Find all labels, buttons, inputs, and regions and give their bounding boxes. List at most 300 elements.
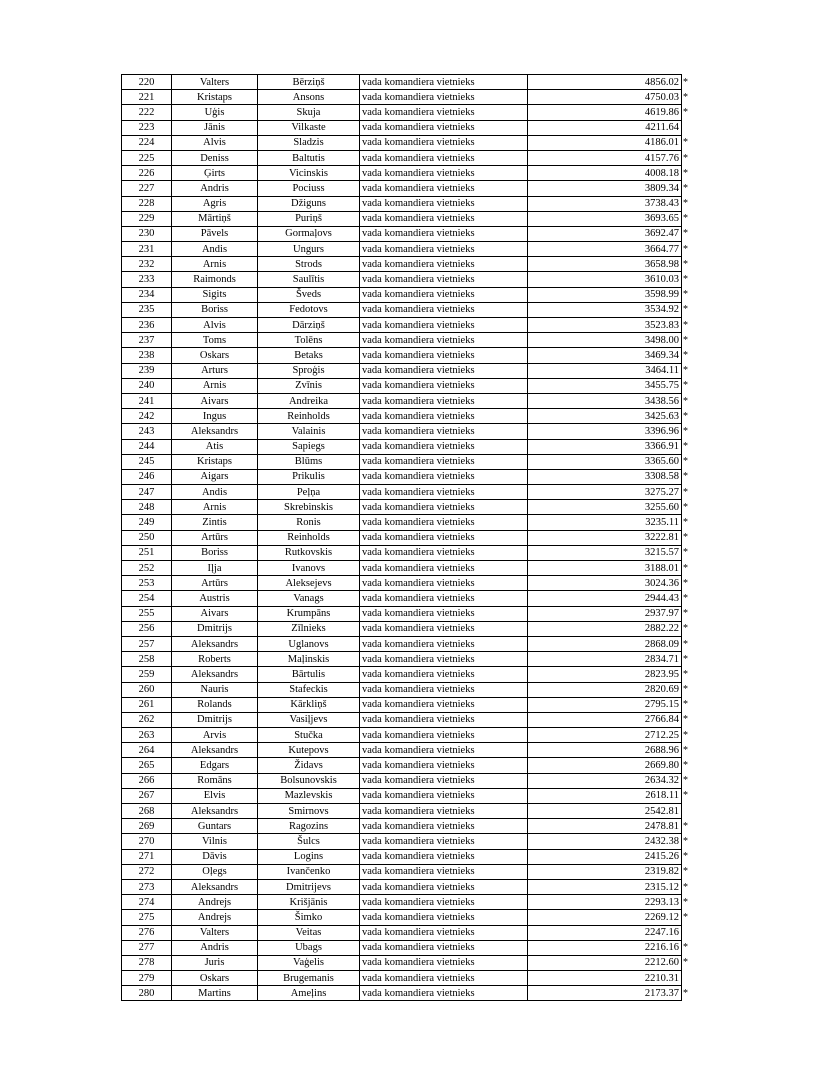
amount-cell: 2669.80 [528,758,682,773]
asterisk-mark-cell: * [682,409,692,424]
first-name-cell: Zintis [172,515,258,530]
table-row [122,302,692,317]
asterisk-mark-cell: * [682,864,692,879]
last-name-cell: Veitas [258,925,360,940]
asterisk-mark-cell: * [682,591,692,606]
row-number-cell: 223 [122,120,172,135]
row-number-cell: 256 [122,621,172,636]
asterisk-mark-cell: * [682,515,692,530]
position-cell: vada komandiera vietnieks [360,697,528,712]
last-name-cell: Ivanovs [258,561,360,576]
position-cell: vada komandiera vietnieks [360,606,528,621]
last-name-cell: Vilkaste [258,120,360,135]
amount-cell: 3215.57 [528,545,682,560]
position-cell: vada komandiera vietnieks [360,409,528,424]
row-number-cell: 243 [122,424,172,439]
table-row [122,242,692,257]
first-name-cell: Elvis [172,788,258,803]
last-name-cell: Saulītis [258,272,360,287]
amount-cell: 2542.81 [528,804,682,819]
last-name-cell: Strods [258,257,360,272]
row-number-cell: 255 [122,606,172,621]
asterisk-mark-cell: * [682,879,692,894]
position-cell: vada komandiera vietnieks [360,90,528,105]
row-number-cell: 228 [122,196,172,211]
amount-cell: 2432.38 [528,834,682,849]
table-row [122,728,692,743]
row-number-cell: 244 [122,439,172,454]
asterisk-mark-cell: * [682,363,692,378]
last-name-cell: Tolēns [258,333,360,348]
position-cell: vada komandiera vietnieks [360,758,528,773]
position-cell: vada komandiera vietnieks [360,576,528,591]
asterisk-mark-cell: * [682,196,692,211]
position-cell: vada komandiera vietnieks [360,743,528,758]
last-name-cell: Šulcs [258,834,360,849]
first-name-cell: Dāvis [172,849,258,864]
amount-cell: 4750.03 [528,90,682,105]
amount-cell: 4157.76 [528,150,682,165]
table-row [122,788,692,803]
row-number-cell: 233 [122,272,172,287]
row-number-cell: 260 [122,682,172,697]
table-row [122,166,692,181]
row-number-cell: 252 [122,561,172,576]
first-name-cell: Atis [172,439,258,454]
first-name-cell: Arvis [172,728,258,743]
position-cell: vada komandiera vietnieks [360,910,528,925]
first-name-cell: Aivars [172,606,258,621]
last-name-cell: Kutepovs [258,743,360,758]
first-name-cell: Uģis [172,105,258,120]
position-cell: vada komandiera vietnieks [360,181,528,196]
last-name-cell: Sapiegs [258,439,360,454]
first-name-cell: Roberts [172,652,258,667]
position-cell: vada komandiera vietnieks [360,561,528,576]
last-name-cell: Skuja [258,105,360,120]
amount-cell: 3692.47 [528,226,682,241]
last-name-cell: Krišjānis [258,895,360,910]
table-row [122,652,692,667]
row-number-cell: 254 [122,591,172,606]
row-number-cell: 263 [122,728,172,743]
row-number-cell: 275 [122,910,172,925]
table-row [122,257,692,272]
last-name-cell: Sladzis [258,135,360,150]
position-cell: vada komandiera vietnieks [360,75,528,90]
table-row [122,469,692,484]
amount-cell: 2212.60 [528,955,682,970]
position-cell: vada komandiera vietnieks [360,333,528,348]
last-name-cell: Vaģelis [258,955,360,970]
last-name-cell: Ubags [258,940,360,955]
last-name-cell: Židavs [258,758,360,773]
amount-cell: 4186.01 [528,135,682,150]
row-number-cell: 248 [122,500,172,515]
first-name-cell: Andrejs [172,895,258,910]
row-number-cell: 236 [122,318,172,333]
last-name-cell: Aleksejevs [258,576,360,591]
amount-cell: 3396.96 [528,424,682,439]
position-cell: vada komandiera vietnieks [360,545,528,560]
asterisk-mark-cell: * [682,773,692,788]
amount-cell: 3809.34 [528,181,682,196]
position-cell: vada komandiera vietnieks [360,925,528,940]
asterisk-mark-cell: * [682,469,692,484]
last-name-cell: Smirnovs [258,804,360,819]
row-number-cell: 247 [122,485,172,500]
row-number-cell: 239 [122,363,172,378]
amount-cell: 2319.82 [528,864,682,879]
last-name-cell: Šimko [258,910,360,925]
last-name-cell: Kārkliņš [258,697,360,712]
position-cell: vada komandiera vietnieks [360,895,528,910]
first-name-cell: Oskars [172,971,258,986]
amount-cell: 2618.11 [528,788,682,803]
last-name-cell: Ameļins [258,986,360,1001]
position-cell: vada komandiera vietnieks [360,348,528,363]
asterisk-mark-cell: * [682,636,692,651]
first-name-cell: Mārtiņš [172,211,258,226]
first-name-cell: Aigars [172,469,258,484]
asterisk-mark-cell: * [682,986,692,1001]
amount-cell: 2882.22 [528,621,682,636]
asterisk-mark-cell: * [682,272,692,287]
amount-cell: 3235.11 [528,515,682,530]
asterisk-mark-cell: * [682,485,692,500]
asterisk-mark-cell: * [682,758,692,773]
asterisk-mark-cell: * [682,257,692,272]
amount-cell: 3425.63 [528,409,682,424]
position-cell: vada komandiera vietnieks [360,287,528,302]
asterisk-mark-cell: * [682,424,692,439]
first-name-cell: Dmitrijs [172,621,258,636]
last-name-cell: Puriņš [258,211,360,226]
last-name-cell: Bērziņš [258,75,360,90]
last-name-cell: Prikulis [258,469,360,484]
row-number-cell: 246 [122,469,172,484]
amount-cell: 2766.84 [528,712,682,727]
asterisk-mark-cell: * [682,743,692,758]
asterisk-mark-cell: * [682,834,692,849]
asterisk-mark-cell: * [682,606,692,621]
row-number-cell: 279 [122,971,172,986]
asterisk-mark-cell: * [682,712,692,727]
position-cell: vada komandiera vietnieks [360,849,528,864]
first-name-cell: Austris [172,591,258,606]
first-name-cell: Arnis [172,257,258,272]
asterisk-mark-cell: * [682,333,692,348]
table-row [122,743,692,758]
last-name-cell: Maļinskis [258,652,360,667]
amount-cell: 2834.71 [528,652,682,667]
position-cell: vada komandiera vietnieks [360,712,528,727]
table-row [122,576,692,591]
asterisk-mark-cell: * [682,728,692,743]
asterisk-mark-cell: * [682,439,692,454]
position-cell: vada komandiera vietnieks [360,788,528,803]
amount-cell: 4211.64 [528,120,682,135]
amount-cell: 2216.16 [528,940,682,955]
table-row [122,712,692,727]
first-name-cell: Valters [172,925,258,940]
row-number-cell: 278 [122,955,172,970]
row-number-cell: 267 [122,788,172,803]
position-cell: vada komandiera vietnieks [360,940,528,955]
first-name-cell: Jānis [172,120,258,135]
position-cell: vada komandiera vietnieks [360,363,528,378]
asterisk-mark-cell: * [682,652,692,667]
position-cell: vada komandiera vietnieks [360,318,528,333]
first-name-cell: Kristaps [172,454,258,469]
position-cell: vada komandiera vietnieks [360,621,528,636]
asterisk-mark-cell: * [682,500,692,515]
asterisk-mark-cell: * [682,105,692,120]
first-name-cell: Ģirts [172,166,258,181]
last-name-cell: Mazlevskis [258,788,360,803]
amount-cell: 2937.97 [528,606,682,621]
table-row [122,940,692,955]
row-number-cell: 229 [122,211,172,226]
asterisk-mark-cell: * [682,454,692,469]
table-row [122,971,692,986]
first-name-cell: Deniss [172,150,258,165]
row-number-cell: 265 [122,758,172,773]
table-row [122,986,692,1001]
table-row [122,378,692,393]
first-name-cell: Juris [172,955,258,970]
amount-cell: 3658.98 [528,257,682,272]
row-number-cell: 227 [122,181,172,196]
asterisk-mark-cell: * [682,90,692,105]
first-name-cell: Boriss [172,545,258,560]
last-name-cell: Bārtulis [258,667,360,682]
amount-cell: 4619.86 [528,105,682,120]
first-name-cell: Arnis [172,500,258,515]
row-number-cell: 264 [122,743,172,758]
amount-cell: 3738.43 [528,196,682,211]
table-row [122,849,692,864]
row-number-cell: 231 [122,242,172,257]
table-row [122,75,692,90]
table-row [122,211,692,226]
row-number-cell: 221 [122,90,172,105]
amount-cell: 2210.31 [528,971,682,986]
last-name-cell: Vanags [258,591,360,606]
row-number-cell: 266 [122,773,172,788]
amount-cell: 3469.34 [528,348,682,363]
last-name-cell: Stafeckis [258,682,360,697]
first-name-cell: Dmitrijs [172,712,258,727]
table-row [122,120,692,135]
table-row [122,226,692,241]
row-number-cell: 222 [122,105,172,120]
first-name-cell: Martins [172,986,258,1001]
last-name-cell: Valainis [258,424,360,439]
table-row [122,530,692,545]
amount-cell: 2944.43 [528,591,682,606]
amount-cell: 2269.12 [528,910,682,925]
asterisk-mark-cell: * [682,318,692,333]
last-name-cell: Ivančenko [258,864,360,879]
last-name-cell: Sproģis [258,363,360,378]
last-name-cell: Vasiļjevs [258,712,360,727]
amount-cell: 3438.56 [528,393,682,408]
asterisk-mark-cell: * [682,819,692,834]
last-name-cell: Ansons [258,90,360,105]
last-name-cell: Reinholds [258,530,360,545]
position-cell: vada komandiera vietnieks [360,500,528,515]
row-number-cell: 268 [122,804,172,819]
asterisk-mark-cell: * [682,576,692,591]
table-row [122,196,692,211]
amount-cell: 3275.27 [528,485,682,500]
row-number-cell: 276 [122,925,172,940]
asterisk-mark-cell [682,120,692,135]
table-body [122,75,692,1001]
first-name-cell: Arturs [172,363,258,378]
position-cell: vada komandiera vietnieks [360,105,528,120]
amount-cell: 2634.32 [528,773,682,788]
row-number-cell: 269 [122,819,172,834]
last-name-cell: Dārziņš [258,318,360,333]
amount-cell: 3664.77 [528,242,682,257]
asterisk-mark-cell [682,804,692,819]
first-name-cell: Andris [172,181,258,196]
asterisk-mark-cell: * [682,910,692,925]
position-cell: vada komandiera vietnieks [360,166,528,181]
table-row [122,758,692,773]
table-row [122,150,692,165]
first-name-cell: Andis [172,242,258,257]
amount-cell: 3366.91 [528,439,682,454]
first-name-cell: Oļegs [172,864,258,879]
table-row [122,485,692,500]
position-cell: vada komandiera vietnieks [360,530,528,545]
position-cell: vada komandiera vietnieks [360,515,528,530]
first-name-cell: Rolands [172,697,258,712]
amount-cell: 2293.13 [528,895,682,910]
asterisk-mark-cell: * [682,895,692,910]
asterisk-mark-cell: * [682,530,692,545]
table-row [122,697,692,712]
first-name-cell: Aleksandrs [172,743,258,758]
first-name-cell: Alvis [172,318,258,333]
row-number-cell: 235 [122,302,172,317]
amount-cell: 4856.02 [528,75,682,90]
amount-cell: 3255.60 [528,500,682,515]
first-name-cell: Andris [172,940,258,955]
last-name-cell: Baltutis [258,150,360,165]
asterisk-mark-cell: * [682,302,692,317]
last-name-cell: Ungurs [258,242,360,257]
asterisk-mark-cell: * [682,697,692,712]
row-number-cell: 271 [122,849,172,864]
row-number-cell: 241 [122,393,172,408]
table-row [122,606,692,621]
position-cell: vada komandiera vietnieks [360,226,528,241]
row-number-cell: 257 [122,636,172,651]
last-name-cell: Uglanovs [258,636,360,651]
table-row [122,363,692,378]
last-name-cell: Šveds [258,287,360,302]
first-name-cell: Sigits [172,287,258,302]
table-row [122,925,692,940]
row-number-cell: 270 [122,834,172,849]
first-name-cell: Agris [172,196,258,211]
row-number-cell: 224 [122,135,172,150]
row-number-cell: 258 [122,652,172,667]
amount-cell: 2173.37 [528,986,682,1001]
row-number-cell: 251 [122,545,172,560]
amount-cell: 3693.65 [528,211,682,226]
row-number-cell: 226 [122,166,172,181]
first-name-cell: Nauris [172,682,258,697]
table-row [122,90,692,105]
asterisk-mark-cell: * [682,393,692,408]
first-name-cell: Andis [172,485,258,500]
position-cell: vada komandiera vietnieks [360,378,528,393]
last-name-cell: Bolsunovskis [258,773,360,788]
row-number-cell: 240 [122,378,172,393]
position-cell: vada komandiera vietnieks [360,682,528,697]
row-number-cell: 232 [122,257,172,272]
table-row [122,621,692,636]
amount-cell: 3308.58 [528,469,682,484]
asterisk-mark-cell: * [682,378,692,393]
table-row [122,773,692,788]
amount-cell: 2247.16 [528,925,682,940]
table-row [122,545,692,560]
first-name-cell: Raimonds [172,272,258,287]
amount-cell: 2415.26 [528,849,682,864]
first-name-cell: Pāvels [172,226,258,241]
asterisk-mark-cell: * [682,955,692,970]
first-name-cell: Ingus [172,409,258,424]
position-cell: vada komandiera vietnieks [360,150,528,165]
amount-cell: 3534.92 [528,302,682,317]
first-name-cell: Guntars [172,819,258,834]
amount-cell: 2712.25 [528,728,682,743]
first-name-cell: Oskars [172,348,258,363]
position-cell: vada komandiera vietnieks [360,667,528,682]
amount-cell: 3598.99 [528,287,682,302]
asterisk-mark-cell: * [682,242,692,257]
row-number-cell: 234 [122,287,172,302]
last-name-cell: Betaks [258,348,360,363]
table-row [122,561,692,576]
amount-cell: 4008.18 [528,166,682,181]
position-cell: vada komandiera vietnieks [360,728,528,743]
position-cell: vada komandiera vietnieks [360,135,528,150]
position-cell: vada komandiera vietnieks [360,302,528,317]
position-cell: vada komandiera vietnieks [360,636,528,651]
last-name-cell: Ragozins [258,819,360,834]
last-name-cell: Džiguns [258,196,360,211]
asterisk-mark-cell [682,925,692,940]
row-number-cell: 225 [122,150,172,165]
table-row [122,819,692,834]
first-name-cell: Artūrs [172,530,258,545]
amount-cell: 3610.03 [528,272,682,287]
table-row [122,895,692,910]
first-name-cell: Toms [172,333,258,348]
table-row [122,454,692,469]
row-number-cell: 253 [122,576,172,591]
table-row [122,955,692,970]
row-number-cell: 238 [122,348,172,363]
table-row [122,135,692,150]
